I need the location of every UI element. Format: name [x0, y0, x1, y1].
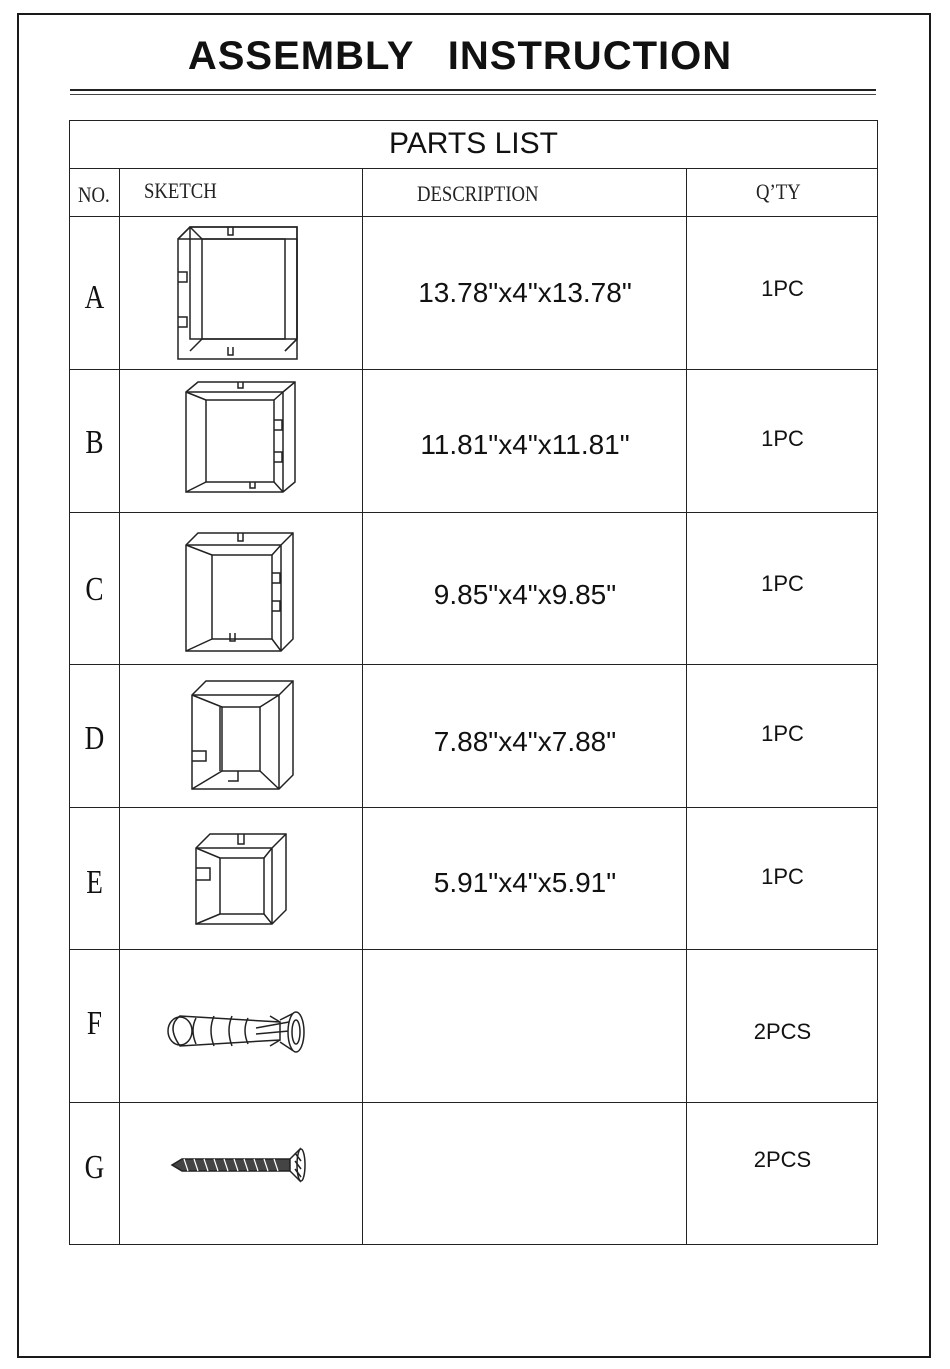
row-no: G	[84, 1149, 105, 1186]
row-qty: 1PC	[761, 571, 804, 596]
wall-anchor-icon	[120, 950, 362, 1102]
row-qty: 2PCS	[753, 1019, 812, 1044]
row-qty: 1PC	[761, 426, 804, 451]
square-frame-icon	[120, 217, 362, 369]
row-no: D	[84, 720, 105, 757]
square-frame-icon	[120, 665, 362, 807]
header-no: NO.	[78, 182, 110, 207]
document-title: ASSEMBLY INSTRUCTION	[187, 34, 733, 78]
parts-table	[69, 120, 878, 1245]
row-description: 7.88"x4"x7.88"	[433, 726, 617, 757]
title-underline-thin	[70, 94, 876, 95]
header-qty: Q’TY	[756, 179, 801, 204]
header-description: DESCRIPTION	[417, 181, 539, 206]
row-description: 5.91"x4"x5.91"	[433, 867, 617, 898]
table-divider	[70, 168, 877, 169]
row-no: A	[84, 279, 105, 316]
square-frame-icon	[120, 513, 362, 664]
row-description: 9.85"x4"x9.85"	[433, 579, 617, 610]
row-qty: 1PC	[761, 276, 804, 301]
row-no: B	[85, 424, 104, 461]
row-qty: 2PCS	[753, 1147, 812, 1172]
row-description: 11.81"x4"x11.81"	[420, 429, 630, 460]
row-qty: 1PC	[761, 721, 804, 746]
column-divider	[362, 168, 363, 1244]
header-sketch: SKETCH	[144, 178, 217, 203]
parts-list-title: PARTS LIST	[389, 127, 558, 160]
title-underline	[70, 89, 876, 91]
row-no: E	[86, 864, 103, 901]
row-description: 13.78"x4"x13.78"	[418, 277, 632, 308]
square-frame-icon	[120, 808, 362, 949]
screw-icon	[120, 1103, 362, 1244]
column-divider	[686, 168, 687, 1244]
row-qty: 1PC	[761, 864, 804, 889]
square-frame-icon	[120, 370, 362, 512]
row-no: C	[85, 571, 104, 608]
row-no: F	[86, 1005, 103, 1042]
